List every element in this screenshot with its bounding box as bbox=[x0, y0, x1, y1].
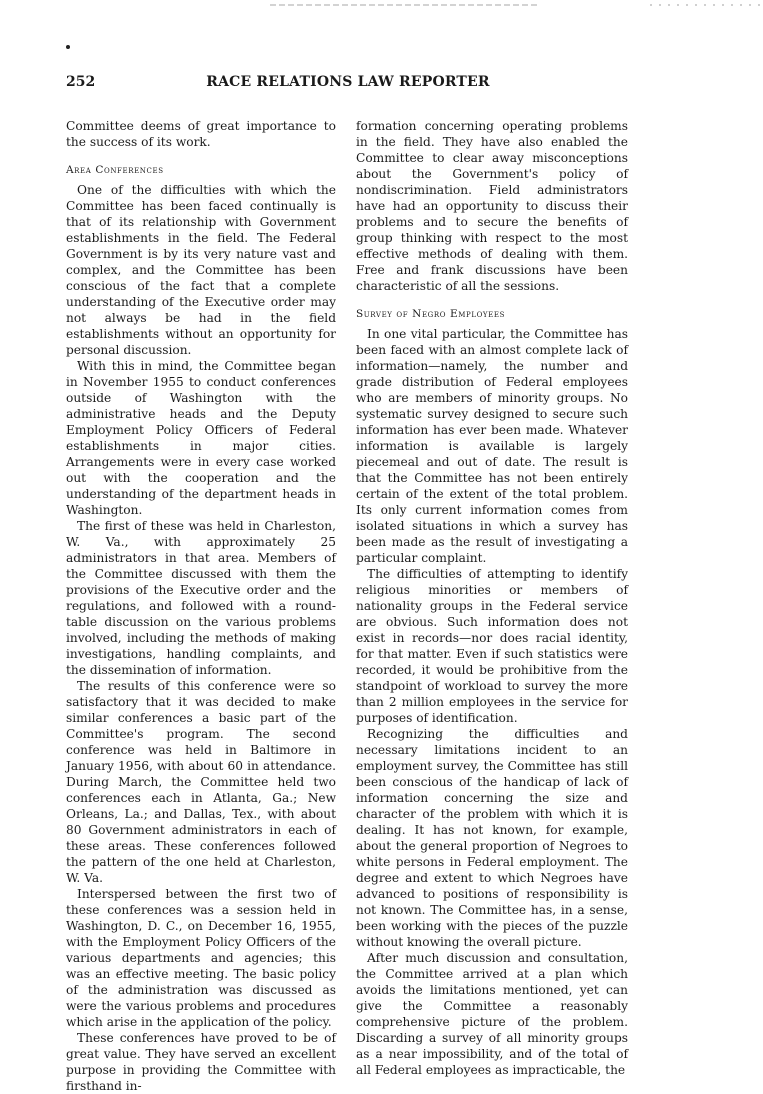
scan-speck bbox=[66, 45, 70, 49]
paragraph: One of the difficulties with which the Committee has been faced continually is that of its relationship with Government establishments in the field. The Federal Government is by its very nature vast and complex, and the Committee has been conscious of the fact that a complete understanding of the Executive order may not always be had in the field establishments without an opportunity for personal discussion. bbox=[66, 183, 336, 357]
paragraph: The difficulties of attempting to identify religious minorities or members of nationality groups in the Federal service are obvious. Such information does not exist in records—nor does racial identity, for that matter. Even if such statistics were recorded, it would be prohibitive from the standpoint of workload to survey the more than 2 million employees in the service for purposes of identification. bbox=[356, 567, 628, 725]
section-heading-survey-of-negro-employees: Survey of Negro Employees bbox=[356, 308, 505, 320]
paragraph: With this in mind, the Committee began in November 1955 to conduct conferences outside of Washington with the administrative heads and the Deputy Employment Policy Officers of Federal establishments in major cities. Arrangements were in every case worked out with the cooperation and the understanding of the department heads in Washington. bbox=[66, 359, 336, 517]
paragraph: In one vital particular, the Committee has been faced with an almost complete lack of information—namely, the number and grade distribution of Federal employees who are members of minority groups. No systematic survey designed to secure such information has ever been made. Whatever information is available is largely piecemeal and out of date. The result is that the Committee has not been entirely certain of the extent of the total problem. Its only current information comes from isolated situations in which a survey has been made as the result of investigating a particular complaint. bbox=[356, 327, 628, 565]
paragraph: The first of these was held in Charleston, W. Va., with approximately 25 administrators in that area. Members of the Committee discussed with them the provisions of the Executive order and the regulations, and followed with a round-table discussion on the various problems involved, including the methods of making investigations, handling complaints, and the dissemination of information. bbox=[66, 519, 336, 677]
page-header bbox=[66, 70, 630, 94]
scan-artifact-top bbox=[270, 4, 540, 6]
running-head: RACE RELATIONS LAW REPORTER bbox=[206, 74, 490, 90]
scan-artifact-top-right bbox=[650, 4, 760, 6]
paragraph: formation concerning operating problems in the field. They have also enabled the Committee to clear away misconceptions about the Government's policy of nondiscrimination. Field administrators have had an opportunity to discuss their problems and to secure the benefits of group thinking with respect to the most effective methods of dealing with them. Free and frank discussions have been characteristic of all the sessions. bbox=[356, 119, 628, 293]
right-column bbox=[356, 118, 628, 1078]
left-column bbox=[66, 118, 336, 1094]
section-heading-area-conferences: Area Conferences bbox=[66, 164, 164, 176]
paragraph: The results of this conference were so satisfactory that it was decided to make similar conferences a basic part of the Committee's program. The second conference was held in Baltimore in January 1956, with about 60 in attendance. During March, the Committee held two conferences each in Atlanta, Ga.; New Orleans, La.; and Dallas, Tex., with about 80 Government administrators in each of these areas. These conferences followed the pattern of the one held at Charleston, W. Va. bbox=[66, 679, 336, 885]
paragraph: These conferences have proved to be of great value. They have served an excellent purpose in providing the Committee with firsthand in- bbox=[66, 1031, 336, 1093]
page-number: 252 bbox=[66, 74, 96, 90]
paragraph: Recognizing the difficulties and necessary limitations incident to an employment survey, the Committee has still been conscious of the handicap of lack of information concerning the size and character of the problem with which it is dealing. It has not known, for example, about the general proportion of Negroes to white persons in Federal employment. The degree and extent to which Negroes have advanced to positions of responsibility is not known. The Committee has, in a sense, been working with the pieces of the puzzle without knowing the overall picture. bbox=[356, 727, 628, 949]
paragraph: Interspersed between the first two of these conferences was a session held in Washington, D. C., on December 16, 1955, with the Employment Policy Officers of the various departments and agencies; this was an effective meeting. The basic policy of the administration was discussed as were the various problems and procedures which arise in the application of the policy. bbox=[66, 887, 336, 1029]
paragraph: Committee deems of great importance to the success of its work. bbox=[66, 119, 336, 149]
paragraph: After much discussion and consultation, the Committee arrived at a plan which avoids the limitations mentioned, yet can give the Committee a reasonably comprehensive picture of the problem. Discarding a survey of all minority groups as a near impossibility, and of the total of all Federal employees as impracticable, the bbox=[356, 951, 628, 1077]
